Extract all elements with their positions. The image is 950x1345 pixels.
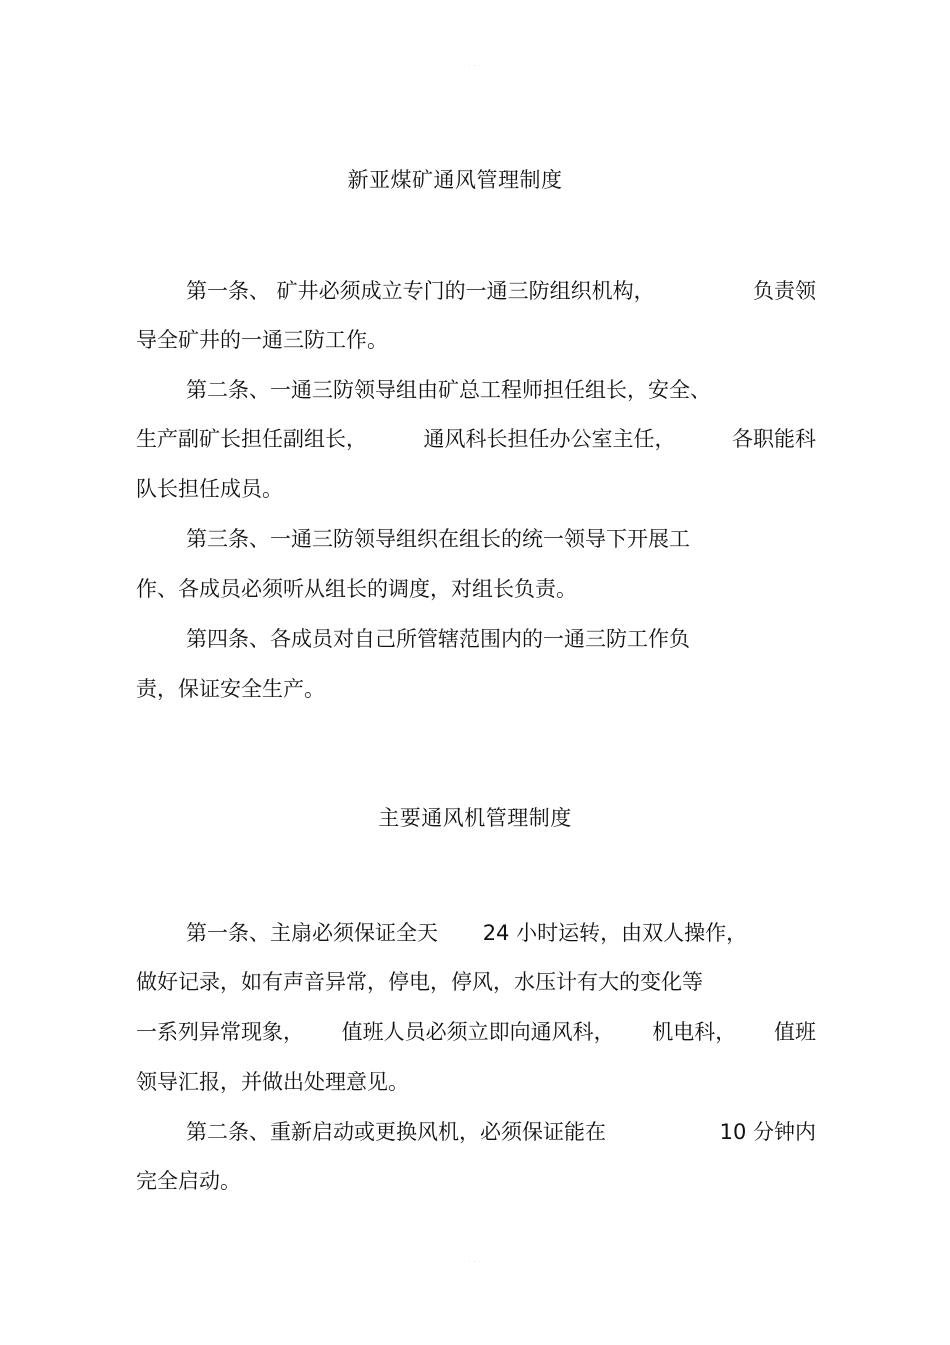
paragraph-line [186,915,816,951]
section-title-ventilation-management: 新亚煤矿通风管理制度 [347,168,563,192]
paragraph-line [136,1014,816,1050]
text-segment: 作、各成员必须听从组长的调度，对组长负责。 [136,577,577,601]
paragraph-line [136,1163,816,1199]
paragraph-line [136,571,816,607]
paragraph-line [136,421,816,457]
paragraph-line [136,1064,816,1100]
section-title-main-fan-management: 主要通风机管理制度 [378,806,572,830]
text-segment: 机电科， [652,1020,737,1044]
paragraph-line [186,372,816,408]
paragraph-line [186,521,816,557]
text-segment: 责，保证安全生产。 [136,677,325,701]
top-page-mark: · · · [468,63,482,69]
text-segment: 导全矿井的一通三防工作。 [136,328,388,352]
text-segment: 第二条、一通三防领导组由矿总工程师担任组长，安全、 [186,378,711,402]
paragraph-line [136,964,816,1000]
paragraph-line [136,471,816,507]
text-segment: 各职能科 [732,427,816,451]
paragraph-line [186,621,816,657]
text-segment: 10 分钟内 [719,1120,816,1144]
text-segment: 24 小时运转，由双人操作， [482,921,748,945]
text-segment: 值班人员必须立即向通风科， [341,1020,615,1044]
text-segment: 值班 [773,1020,816,1044]
text-segment: 负责领 [753,279,816,303]
text-segment: 生产副矿长担任副组长， [136,427,367,451]
text-segment: 队长担任成员。 [136,477,283,501]
paragraph-line [136,671,816,707]
text-segment: 做好记录，如有声音异常，停电，停风，水压计有大的变化等 [136,970,703,994]
paragraph-line [186,273,816,309]
text-segment: 通风科长担任办公室主任， [423,427,676,451]
bottom-page-mark: · · · [468,1259,482,1265]
text-segment: 第三条、一通三防领导组织在组长的统一领导下开展工 [186,527,690,551]
text-segment: 一系列异常现象， [136,1020,304,1044]
text-segment: 第一条、主扇必须保证全天 [186,921,438,945]
paragraph-line [186,1114,816,1150]
text-segment: 第四条、各成员对自己所管辖范围内的一通三防工作负 [186,627,690,651]
text-segment: 完全启动。 [136,1169,241,1193]
paragraph-line [136,322,816,358]
text-segment: 第二条、重新启动或更换风机，必须保证能在 [186,1120,606,1144]
text-segment: 第一条、 矿井必须成立专门的一通三防组织机构， [186,279,655,303]
text-segment: 领导汇报，并做出处理意见。 [136,1070,409,1094]
